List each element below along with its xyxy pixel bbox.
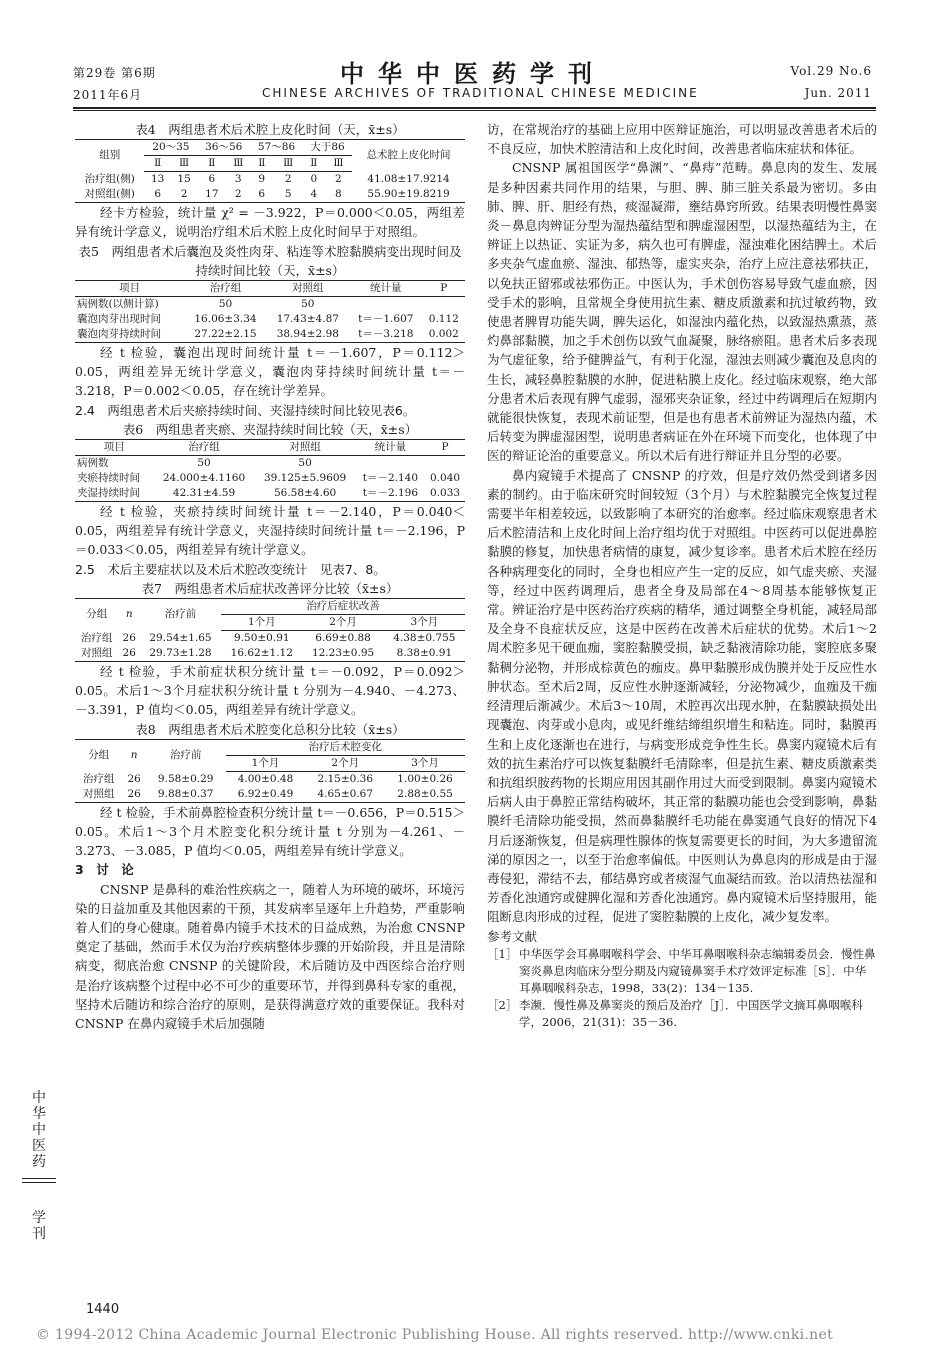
paragraph-t6-analysis: 经 t 检验，夹瘀持续时间统计量 t＝－2.140，P＝0.040＜0.05，两组差异有统计学意义，夹湿持续时间统计量 t＝－2.196，P＝0.033＜0.05，两组差异有统计学意义。	[75, 504, 465, 558]
section-2-5: 2.5 术后主要症状以及术后术腔改变统计 见表7、8。	[75, 561, 386, 577]
paragraph-continued: 访，在常规治疗的基础上应用中医辩证施治，可以明显改善患者术后的不良反应，加快术腔清洁和上皮化时间，改善患者临床症状和体征。	[487, 122, 877, 157]
reference-item: ［2］ 李濒．慢性鼻及鼻窦炎的预后及治疗［J］．中国医学文摘耳鼻咽喉科学，2006，21(31)：35－36.	[487, 997, 863, 1029]
table4	[75, 139, 465, 203]
table6: 项目 治疗组 对照组 统计量 P 病例数 50 50 夹瘀持续时间 24.000±4.1160 39.125±5.9609 t＝－2.140 0.040 夹湿持续时间 42.31±4.59 56.58±4.60 t＝－2.196 0.033	[75, 439, 465, 502]
header-rule-thin	[73, 110, 876, 111]
table4-grade: Ⅲ	[226, 156, 250, 172]
paragraph-discussion-2: CNSNP 属祖国医学“鼻渊”、“鼻痔”范畴。鼻息肉的发生、发展是多种因素共同作用的结果，与胆、脾、肺三脏关系最为密切。多由肺、脾、肝、胆经有热，痰湿凝滞，壅结鼻窍所致。结果表明慢性鼻窦炎－鼻息肉辨证分型为湿热蕴结型和脾虚湿困型，以湿热蕴结为主，在辨证上以热证、实证为多，病久也可有脾虚，湿浊难化困结脾土。术后多夹杂气虚血瘀、湿浊、郁热等，虚实夹杂，治疗上应注意祛邪扶正，以免扶正留邪或祛邪伤正。中医认为，手术创伤容易导致气虚血瘀，因受手术的影响，且常规全身使用抗生素、糖皮质激素和抗过敏药物，致使患者脾胃功能失调，脾失运化，如湿浊内蕴化热，以致湿热熏蒸，蒸灼鼻部黏膜，加之手术创伤以致气血凝聚，脉络瘀阻。患者术后多表现为气虚征象，给予健脾益气，有利于化湿，湿浊去则减少囊泡及息肉的生长，减轻鼻腔黏膜的水肿，促进粘膜上皮化。经过临床观察，绝大部分患者术后表现有脾气虚弱，湿邪夹杂证象，经过中药调理后在短期内就能很快恢复，表现术前证型，但是也有患者术前辨证为湿热内蕴，术后转变为脾虚湿困型，说明患者病证在外在环境下而变化，也体现了中医的辩证论治的重要意义。所以术后有进行辩证并且分型的必要。	[487, 160, 877, 464]
table6-row: 夹湿持续时间 42.31±4.59 56.58±4.60 t＝－2.196 0.033	[77, 487, 461, 500]
side-divider	[22, 1182, 56, 1183]
table4-caption: 表4 两组患者术后术腔上皮化时间（天，x̄±s）	[135, 122, 405, 137]
table5-row: 囊泡肉芽持续时间 27.22±2.15 38.94±2.98 t＝－3.218 0.002	[77, 328, 459, 341]
table8-caption: 表8 两组患者术后术腔变化总积分比较（x̄±s）	[135, 721, 405, 737]
table6-caption: 表6 两组患者夹瘀、夹湿持续时间比较（天，x̄±s）	[122, 421, 418, 437]
table4-grade: Ⅱ	[144, 156, 170, 172]
table7-caption: 表7 两组患者术后症状改善评分比较（x̄±s）	[141, 580, 399, 596]
side-divider	[22, 1178, 56, 1179]
table7-row: 对照组 26 29.73±1.28 16.62±1.12 12.23±0.95 8.38±0.91	[81, 647, 453, 660]
paragraph-chi-square: 经卡方检验，统计量 χ² = －3.922，P＝0.000＜0.05，两组差异有统计学意义，说明治疗组术后术腔上皮化时间早于对照组。	[75, 205, 465, 240]
side-journal-label: 中 华 中 医 药	[32, 1090, 46, 1170]
header-volume-cn: 第29卷 第6期	[73, 66, 156, 80]
table4-header-total: 总术腔上皮化时间	[366, 149, 451, 162]
paragraph-discussion-3: 鼻内窥镜手术提高了 CNSNP 的疗效，但是疗效仍然受到诸多因素的制约。由于临床研究时间较短（3个月）与术腔黏膜完全恢复过程需要半年相差较远，以致影响了本研究的治愈率。经过临床观察患者术后术腔清洁和上皮化时间上治疗组均优于对照组。中医药可以促进鼻腔黏膜的修复，加快患者病情的康复，减少复诊率。患者术后术腔在经历各种病理变化的同时，全身也相应产生一定的反应，如气虚夹瘀、夹湿等，经过中医药调理后，患者全身及局部在4～8周基本能够恢复正常。辨证治疗是中医药治疗疾病的精华，通过调整全身机能，减轻局部及全身不良症状反应，这是中医药在改善术后症状的优势。术后1～2周术腔多见干硬血痂，窦腔黏膜受损，缺乏黏液清除功能，窦腔底多聚黏稠分泌物，并形成棕黄色的痂皮。鼻甲黏膜形成伪膜并处于反应性水肿状态。至术后2周，反应性水肿逐渐减轻，分泌物减少，血痂及干痂经清理后渐减少。术后3～10周，术腔再次出现水肿，在黏膜缺损处出现囊泡、肉芽或小息肉，或见纤维结缔组织增生和粘连。同时，黏膜再生和上皮化逐渐也在进行，与病变形成竞争性生长。鼻窦内窥镜术后有效的抗生素治疗可以恢复黏膜纤毛清除率，但是抗生素、糖皮质激素类和抗组织胺药物的长期应用因其副作用过大而受到限制。鼻窦内窥镜术后病人由于鼻腔正常结构破坏，其正常的黏膜功能也会受到影响，鼻黏膜纤毛清除功能受损，然而鼻黏膜纤毛功能在鼻窦通气良好的情况下4月后逐渐恢复，但是病理性腺体的恢复需要更长的时间，为大多遗留流涕的原因之一，以至于治愈率偏低。中医则认为鼻息肉的形成是由于湿毒侵犯，滞结不去，郁结鼻窍或者痰湿气血凝结而致。治以清热祛湿和芳香化浊通窍或健脾化湿和芳香化浊通窍。鼻内窥镜术后坚持服用，能阻断息肉形成的过程，促进了窦腔黏膜的上皮化，减少复发率。	[487, 467, 877, 925]
section-3-discussion: 3 讨 论	[75, 862, 134, 878]
reference-item: ［1］ 中华医学会耳鼻咽喉科学会、中华耳鼻咽喉科杂志编辑委员会．慢性鼻窦炎鼻息肉临床分型分期及内窥镜鼻窦手术疗效评定标准［S］．中华耳鼻咽喉科杂志，1998，33(2)：134－135.	[487, 946, 876, 995]
table4-grade: Ⅲ	[273, 156, 303, 172]
table8-row: 对照组 26 9.88±0.37 6.92±0.49 4.65±0.67 2.88±0.55	[83, 787, 453, 800]
side-journal-label-2: 学 刊	[32, 1210, 46, 1242]
table7: 分组 n 治疗前 治疗后症状改善 1个月 2个月 3个月 治疗组 26 29.54±1.65 9.50±0.91 6.69±0.88 4.38±0.755 对照组 26 29.73±1.28 16.62±1.12 12.23±0.95 8.38±0.91	[75, 598, 465, 662]
header-rule	[73, 107, 876, 109]
journal-title-cn: 中华中医药学刊	[340, 59, 606, 88]
table4-grade: Ⅲ	[325, 156, 353, 172]
table4-range: 36～56	[197, 140, 250, 156]
paragraph-t7-analysis: 经 t 检验，手术前症状积分统计量 t＝－0.092，P＝0.092＞0.05。术后1～3个月症状积分统计量 t 分别为－4.940、－4.273、－3.391，P 值均＜0.05，两组差异有统计学意义。	[75, 664, 465, 718]
right-column	[487, 120, 877, 1031]
table8: 分组 n 治疗前 治疗后术腔变化 1个月 2个月 3个月 治疗组 26 9.58±0.29 4.00±0.48 2.15±0.36 1.00±0.26 对照组 26 9.88±0.37 6.92±0.49 4.65±0.67 2.88±0.55	[75, 739, 465, 803]
table4-grade: Ⅱ	[303, 156, 325, 172]
paragraph-discussion-1: CNSNP 是鼻科的难治性疾病之一，随着人为环境的破坏，环境污染的日益加重及其他因素的干预，其发病率呈逐年上升趋势，严重影响着人们的身心健康。随着鼻内镜手术技术的日益成熟，为治愈 CNSNP 奠定了基础，然而手术仅为治疗疾病整体步骤的开始阶段，并且是清除病变，彻底治愈 CNSNP 的关键阶段，术后随访及中西医综合治疗则是治疗该病整个过程中必不可少的重要环节，并得到鼻科专家的重视，坚持术后随访和综合治疗的原则，是获得满意疗效的重要保证。我科对 CNSNP 在鼻内窥镜手术后加强随	[75, 881, 465, 1032]
table4-range: 20～35	[144, 140, 197, 156]
paragraph-t5-analysis: 经 t 检验，囊泡出现时间统计量 t＝－1.607，P＝0.112＞0.05，两组差异无统计学意义，囊泡肉芽持续时间统计量 t＝－3.218，P＝0.002＜0.05，存在统计学差异。	[75, 345, 465, 399]
header-volume-en: Vol.29 No.6	[790, 64, 872, 78]
references-title: 参考文献	[487, 928, 538, 944]
table4-row: 对照组(侧) 6 2 17 2 6 5 4 8 55.90±19.8219	[84, 188, 450, 201]
table4-row: 治疗组(侧) 13 15 6 3 9 2 0 2 41.08±17.9214	[84, 172, 450, 186]
header-date-cn: 2011年6月	[73, 88, 143, 102]
table6-row: 夹瘀持续时间 24.000±4.1160 39.125±5.9609 t＝－2.140 0.040	[77, 472, 461, 485]
table5: 项目 治疗组 对照组 统计量 P 病例数(以侧计算) 50 50 囊泡肉芽出现时间 16.06±3.34 17.43±4.87 t＝－1.607 0.112 囊泡肉芽持续时间 27.22±2.15 38.94±2.98 t＝－3.218 0.002	[75, 280, 465, 343]
table4-grade: Ⅱ	[197, 156, 226, 172]
copyright-footer: © 1994-2012 China Academic Journal Electronic Publishing House. All rights reserved. http://www.cnki.net	[36, 1327, 834, 1343]
table4-grade: Ⅲ	[171, 156, 197, 172]
table4-header-group: 组别	[99, 149, 121, 162]
table4-range: 大于86	[303, 140, 352, 156]
table5-row: 囊泡肉芽出现时间 16.06±3.34 17.43±4.87 t＝－1.607 0.112	[77, 313, 459, 326]
paragraph-t8-analysis: 经 t 检验，手术前鼻腔检查积分统计量 t＝－0.656，P＝0.515＞0.05。术后1～3个月术腔变化积分统计量 t 分别为－4.261、－3.273、－3.085，P 值均＜0.05，两组差异有统计学意义。	[75, 804, 465, 859]
table7-row: 治疗组 26 29.54±1.65 9.50±0.91 6.69±0.88 4.38±0.755	[81, 631, 456, 645]
table6-row: 病例数 50 50	[77, 457, 312, 470]
left-column	[75, 120, 465, 1033]
section-2-4: 2.4 两组患者术后夹瘀持续时间、夹湿持续时间比较见表6。	[75, 402, 416, 418]
header-date-en: Jun. 2011	[804, 86, 872, 100]
table5-row: 病例数(以侧计算) 50 50	[77, 298, 315, 311]
table4-range: 57～86	[250, 140, 303, 156]
table5-caption: 表5 两组患者术后囊泡及炎性肉芽、粘连等术腔黏膜病变出现时间及持续时间比较（天，x̄±s）	[78, 243, 462, 278]
table4-grade: Ⅱ	[250, 156, 273, 172]
page-number: 1440	[86, 1302, 120, 1317]
table8-row: 治疗组 26 9.58±0.29 4.00±0.48 2.15±0.36 1.00±0.26	[83, 772, 453, 785]
journal-title-en: CHINESE ARCHIVES OF TRADITIONAL CHINESE MEDICINE	[262, 86, 699, 100]
